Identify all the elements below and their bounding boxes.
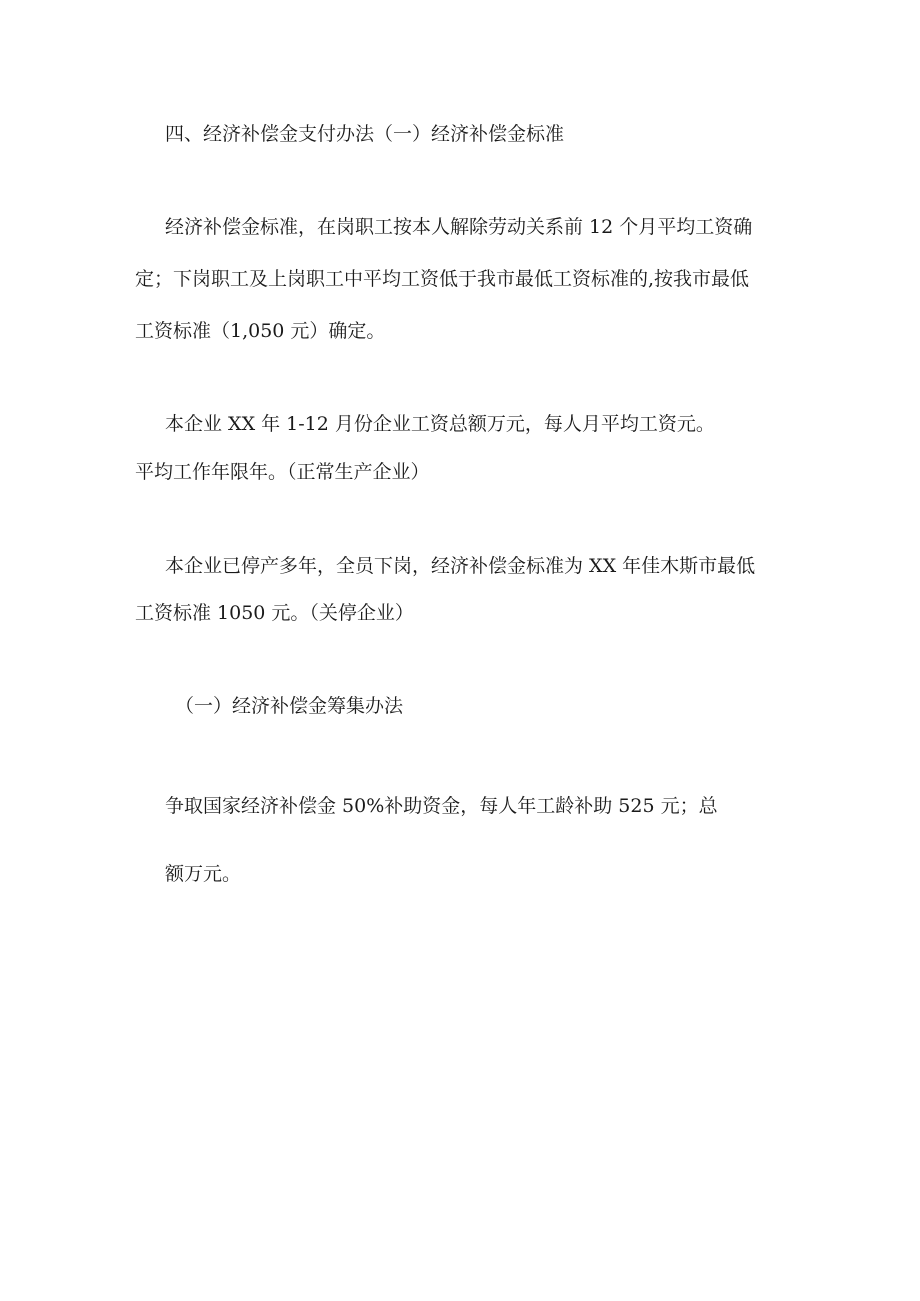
section-heading: 四、经济补偿金支付办法（一）经济补偿金标准	[165, 123, 565, 145]
paragraph-line: 争取国家经济补偿金 50%补助资金，每人年工龄补助 525 元；总	[165, 795, 718, 817]
paragraph-line: 经济补偿金标准，在岗职工按本人解除劳动关系前 12 个月平均工资确	[165, 216, 753, 238]
subsection-heading: （一）经济补偿金筹集办法	[175, 695, 404, 717]
paragraph-line: 本企业已停产多年，全员下岗，经济补偿金标准为 XX 年佳木斯市最低	[165, 555, 756, 577]
paragraph-line: 定；下岗职工及上岗职工中平均工资低于我市最低工资标准的,按我市最低	[135, 268, 750, 290]
paragraph-line: 平均工作年限年。（正常生产企业）	[135, 461, 430, 483]
paragraph-line: 额万元。	[165, 863, 242, 885]
paragraph-line: 工资标准 1050 元。（关停企业）	[135, 602, 414, 624]
paragraph-line: 工资标准（1,050 元）确定。	[135, 320, 386, 342]
paragraph-line: 本企业 XX 年 1-12 月份企业工资总额万元，每人月平均工资元。	[165, 413, 715, 435]
